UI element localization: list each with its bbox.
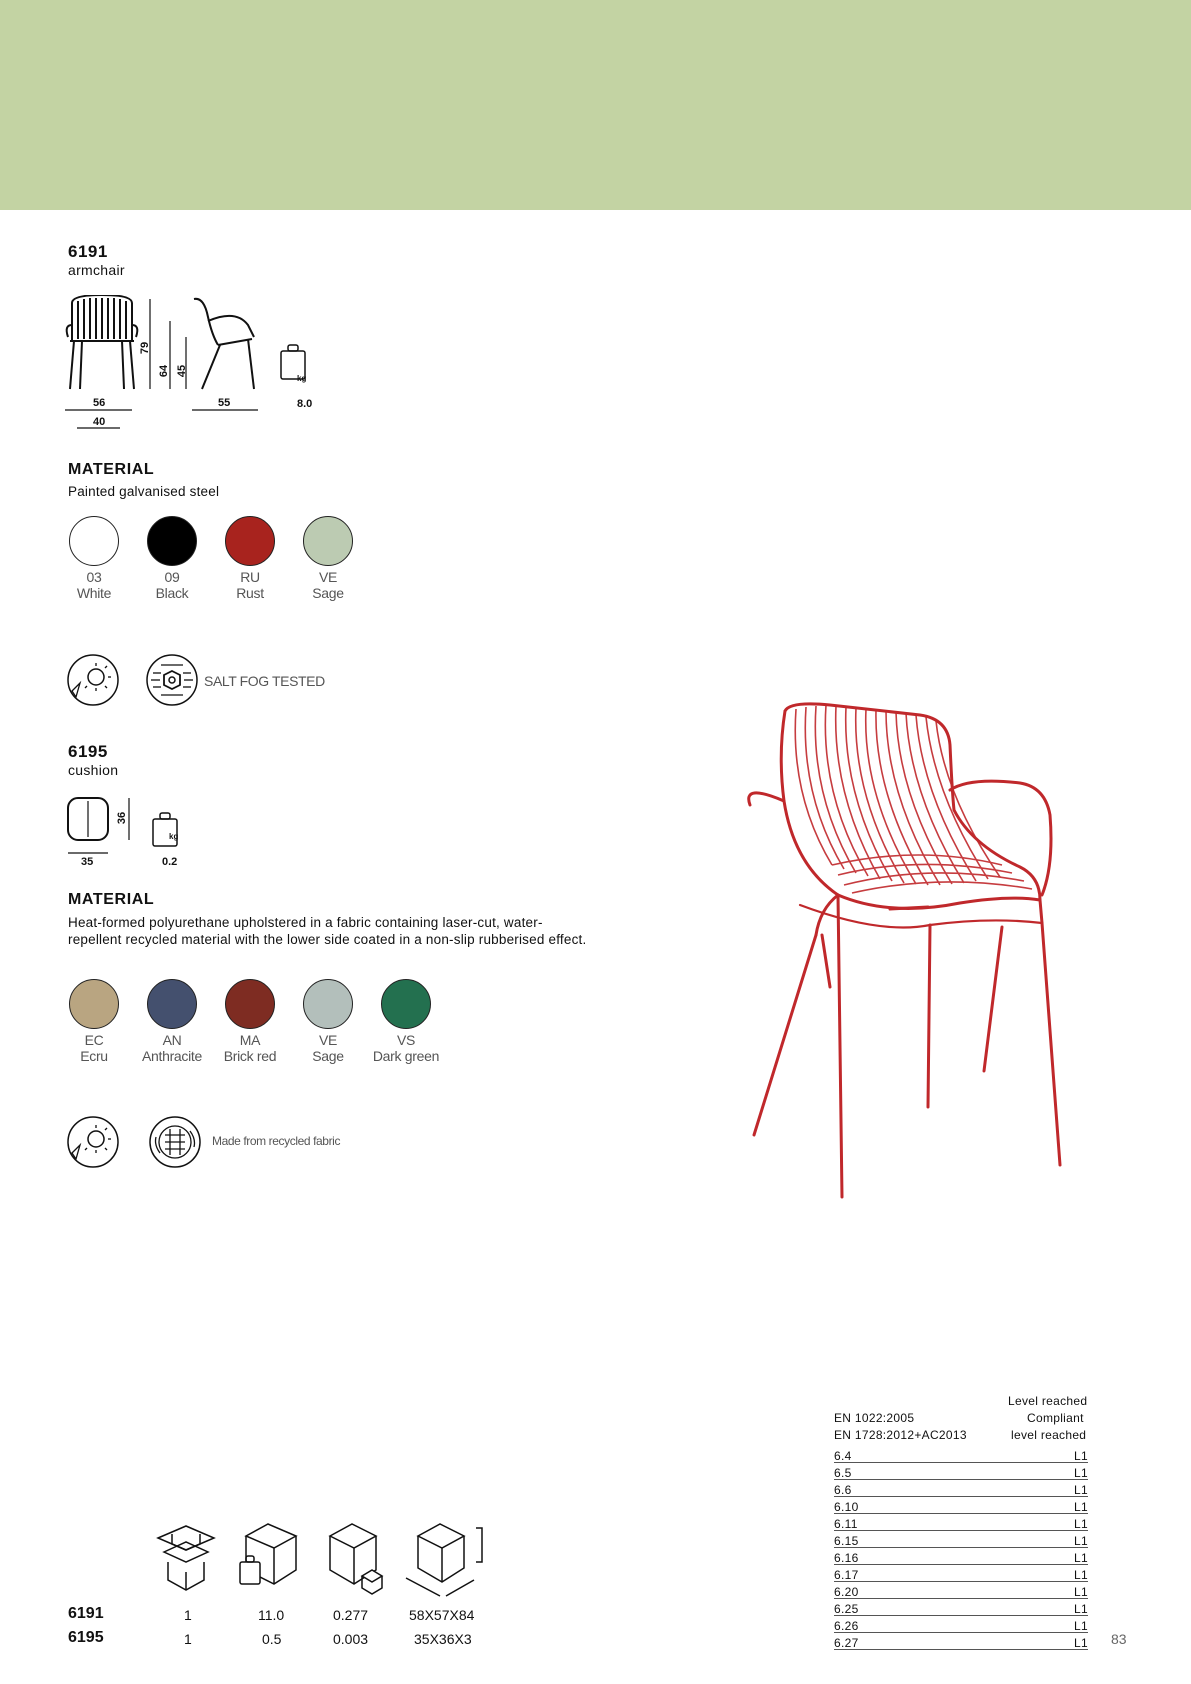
pack-code-6195: 6195	[68, 1629, 104, 1646]
standards-row-label: 6.20	[834, 1585, 859, 1599]
swatch-code: AN	[162, 1032, 182, 1048]
cushion-width-label: 35	[81, 856, 94, 868]
swatch-name: Black	[155, 585, 189, 601]
standards-row	[834, 1530, 1088, 1548]
standards-row-label: 6.5	[834, 1466, 852, 1480]
armchair-seat-height-label: 45	[176, 364, 189, 378]
recycled-fabric-icon	[148, 1115, 202, 1169]
swatch-circle	[69, 979, 119, 1029]
recycled-fabric-note: Made from recycled fabric	[212, 1134, 341, 1148]
armchair-height-label: 79	[139, 341, 152, 355]
finish-swatch-white[interactable]	[55, 516, 133, 601]
stacked-boxes-icon	[158, 1526, 214, 1590]
armchair-arm-height-label: 64	[158, 364, 171, 378]
standards-row-value: L1	[1074, 1483, 1088, 1497]
swatch-circle	[69, 516, 119, 566]
packaging-icons-row	[150, 1518, 490, 1598]
swatch-circle	[225, 516, 275, 566]
armchair-depth-label: 55	[218, 397, 231, 409]
swatch-code: 09	[164, 569, 180, 585]
armchair-material-desc: Painted galvanised steel	[68, 484, 220, 499]
swatch-code: MA	[239, 1032, 261, 1048]
swatch-code: VS	[396, 1032, 416, 1048]
standards-row-value: L1	[1074, 1500, 1088, 1514]
finish-swatch-anthracite[interactable]	[133, 979, 211, 1064]
standards-row-value: L1	[1074, 1636, 1088, 1650]
cushion-height-label: 36	[116, 811, 129, 825]
standards-row	[834, 1564, 1088, 1582]
swatch-name: Rust	[236, 585, 264, 601]
cushion-weight-label: 0.2	[162, 856, 178, 868]
box-weight-icon	[240, 1524, 296, 1584]
standards-row-label: 6.27	[834, 1636, 859, 1650]
armchair-code: 6191	[68, 242, 108, 261]
salt-fog-note: SALT FOG TESTED	[204, 673, 325, 689]
standards-row	[834, 1496, 1088, 1514]
standards-row-label: 6.25	[834, 1602, 859, 1616]
finish-swatch-rust[interactable]	[211, 516, 289, 601]
swatch-code: EC	[84, 1032, 104, 1048]
standard-en1728-value: level reached	[1011, 1428, 1087, 1442]
standards-row-label: 6.4	[834, 1449, 852, 1463]
finish-swatch-sage[interactable]	[289, 516, 367, 601]
armchair-front-view-icon	[67, 295, 138, 389]
header-band	[0, 0, 1191, 210]
standards-row	[834, 1581, 1088, 1599]
swatch-code: VE	[318, 1032, 338, 1048]
page-number: 83	[1111, 1631, 1127, 1647]
weather-resistant-icon	[66, 1115, 120, 1169]
swatch-circle	[303, 979, 353, 1029]
finish-swatch-brick-red[interactable]	[211, 979, 289, 1064]
swatch-name: Dark green	[372, 1048, 440, 1064]
standards-row	[834, 1479, 1088, 1497]
cushion-finish-swatches	[55, 979, 455, 1069]
standards-row	[834, 1598, 1088, 1616]
swatch-circle	[303, 516, 353, 566]
cushion-material-heading: MATERIAL	[68, 891, 155, 908]
standard-en1728-label: EN 1728:2012+AC2013	[834, 1428, 967, 1442]
swatch-name: Sage	[312, 585, 344, 601]
pack-code-6191: 6191	[68, 1605, 104, 1622]
standards-row	[834, 1632, 1088, 1650]
armchair-material-heading: MATERIAL	[68, 461, 155, 478]
pack-volume-6195: 0.003	[333, 1631, 369, 1647]
swatch-code: RU	[240, 569, 260, 585]
armchair-width-label: 56	[93, 397, 106, 409]
standards-row-value: L1	[1074, 1534, 1088, 1548]
armchair-dimension-drawing	[62, 295, 332, 435]
standards-row-value: L1	[1074, 1585, 1088, 1599]
swatch-circle	[147, 516, 197, 566]
standards-row-value: L1	[1074, 1449, 1088, 1463]
pack-dims-6195: 35X36X3	[414, 1631, 472, 1647]
standard-en1022-label: EN 1022:2005	[834, 1411, 915, 1425]
armchair-weight-label: 8.0	[297, 398, 313, 410]
cushion-material-desc: Heat-formed polyurethane upholstered in a fabric containing laser-cut, water-repellent recycled material with the lower side coated in a non-slip rubberised effect.	[68, 915, 587, 947]
standards-row-value: L1	[1074, 1568, 1088, 1582]
finish-swatch-ecru[interactable]	[55, 979, 133, 1064]
standards-row-label: 6.11	[834, 1517, 858, 1531]
standards-row	[834, 1513, 1088, 1531]
standards-row-label: 6.16	[834, 1551, 859, 1565]
swatch-name: Anthracite	[141, 1048, 203, 1064]
standards-row-value: L1	[1074, 1551, 1088, 1565]
standards-header: Level reached	[1008, 1394, 1088, 1408]
cushion-weight-icon	[153, 813, 177, 846]
cushion-code: 6195	[68, 742, 108, 761]
standards-row-value: L1	[1074, 1466, 1088, 1480]
armchair-finish-swatches	[55, 516, 385, 606]
standards-row	[834, 1462, 1088, 1480]
standards-row	[834, 1615, 1088, 1633]
pack-weight-6191: 11.0	[258, 1607, 285, 1623]
pack-volume-6191: 0.277	[333, 1607, 369, 1623]
swatch-circle	[381, 979, 431, 1029]
standards-row-label: 6.26	[834, 1619, 859, 1633]
cushion-front-view-icon	[68, 798, 108, 840]
armchair-inner-width-label: 40	[93, 416, 106, 428]
finish-swatch-black[interactable]	[133, 516, 211, 601]
weather-resistant-icon	[66, 653, 120, 707]
standards-row	[834, 1547, 1088, 1565]
swatch-name: Sage	[312, 1048, 344, 1064]
armchair-weight-unit: kg	[297, 374, 307, 383]
swatch-code: VE	[318, 569, 338, 585]
pack-qty-6195: 1	[184, 1631, 192, 1647]
swatch-code: 03	[86, 569, 102, 585]
red-armchair-photo	[740, 695, 1120, 1205]
cushion-dimension-drawing	[62, 795, 202, 865]
swatch-name: White	[76, 585, 112, 601]
standards-row-label: 6.15	[834, 1534, 859, 1548]
standards-row-label: 6.6	[834, 1483, 852, 1497]
cushion-weight-unit: kg	[169, 832, 179, 841]
pack-qty-6191: 1	[184, 1607, 192, 1623]
finish-swatch-sage[interactable]	[289, 979, 367, 1064]
standards-row-label: 6.17	[834, 1568, 859, 1582]
standards-row-label: 6.10	[834, 1500, 859, 1514]
salt-fog-icon	[145, 653, 199, 707]
swatch-name: Ecru	[80, 1048, 108, 1064]
standards-row-value: L1	[1074, 1619, 1088, 1633]
swatch-name: Brick red	[223, 1048, 277, 1064]
pack-weight-6195: 0.5	[262, 1631, 282, 1647]
pack-dims-6191: 58X57X84	[409, 1607, 475, 1623]
standard-en1022-value: Compliant	[1027, 1411, 1084, 1425]
swatch-circle	[225, 979, 275, 1029]
standards-row-value: L1	[1074, 1602, 1088, 1616]
box-dimensions-icon	[406, 1524, 482, 1596]
standards-row	[834, 1445, 1088, 1463]
armchair-name: armchair	[68, 262, 125, 278]
armchair-side-view-icon	[194, 299, 254, 389]
cushion-name: cushion	[68, 762, 119, 778]
box-volume-icon	[330, 1524, 382, 1594]
finish-swatch-dark-green[interactable]	[367, 979, 445, 1064]
swatch-circle	[147, 979, 197, 1029]
standards-row-value: L1	[1074, 1517, 1088, 1531]
